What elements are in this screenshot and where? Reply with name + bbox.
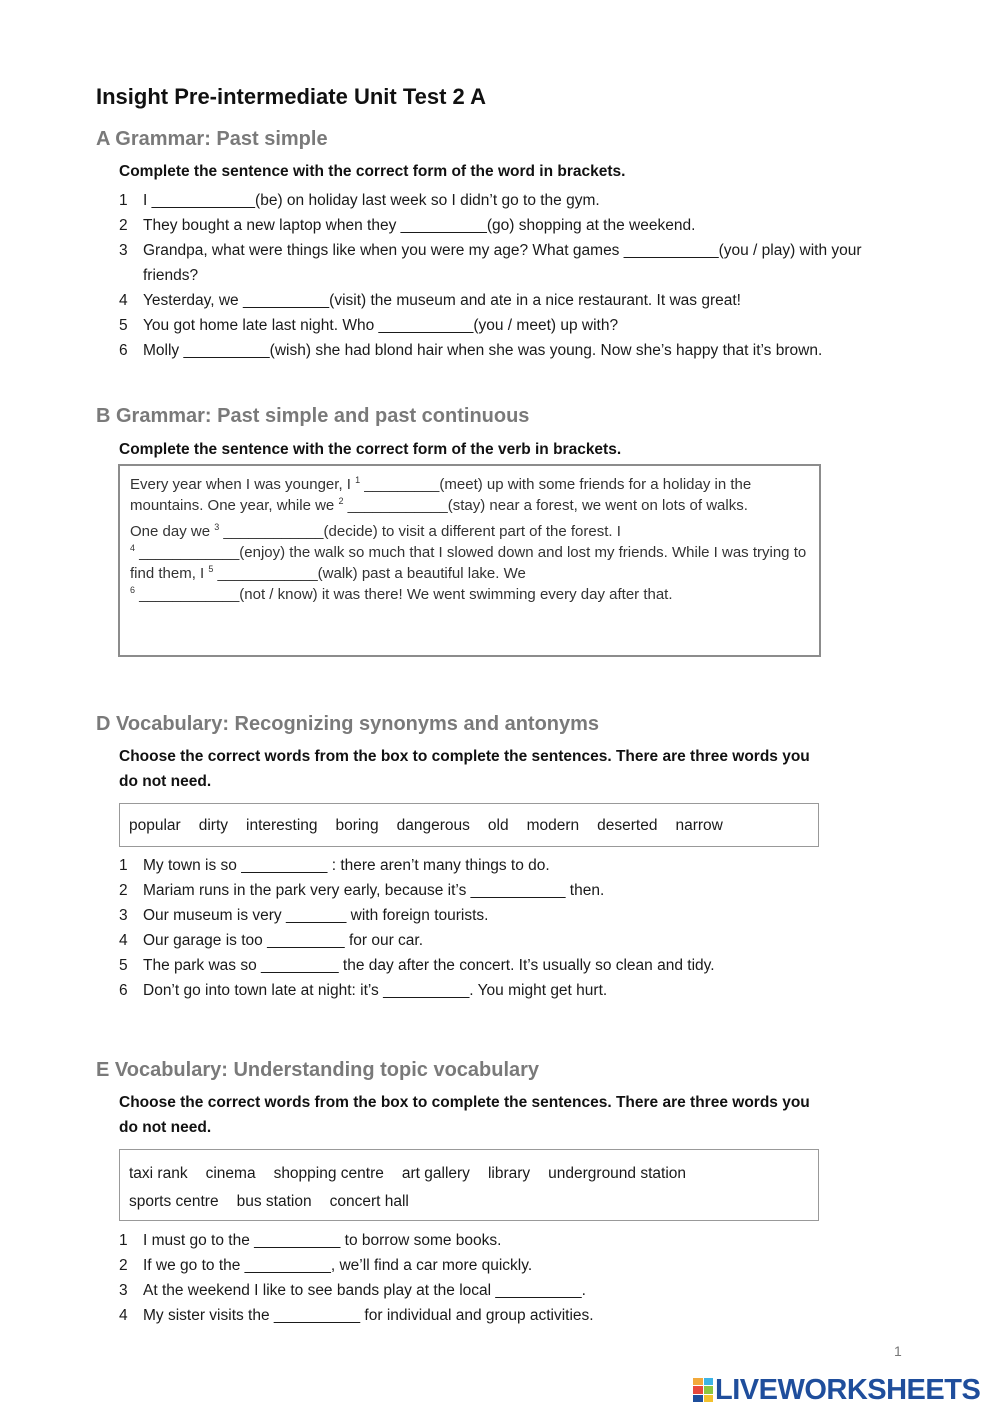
question-text: I ____________(be) on holiday last week so I didn’t go to the gym.: [143, 192, 600, 209]
section-d-list: [119, 853, 909, 1003]
question-number: 4: [119, 932, 128, 949]
section-a-list: [119, 188, 909, 363]
question-item: [119, 928, 909, 953]
section-b-heading: B Grammar: Past simple and past continuous: [96, 405, 530, 427]
section-a-instruction: Complete the sentence with the correct form of the word in brackets.: [119, 163, 626, 180]
story-text: ____________(walk) past a beautiful lake. We: [213, 565, 526, 582]
story-paragraph-2: [130, 521, 809, 605]
word-box-e-line-2: [129, 1188, 809, 1216]
question-item: [119, 238, 909, 288]
question-text: I must go to the __________ to borrow some books.: [143, 1232, 502, 1249]
word-option: concert hall: [329, 1193, 409, 1210]
story-text: ____________(enjoy) the walk so much that I slowed down and lost my friends. While I was trying to find them, I: [130, 544, 807, 582]
word-option: dangerous: [396, 817, 470, 834]
gap-number-5: 5: [208, 564, 214, 574]
story-text: ____________(decide) to visit a different part of the forest. I: [219, 523, 621, 540]
word-box-e: [119, 1149, 819, 1221]
question-number: 2: [119, 1257, 128, 1274]
word-option: dirty: [198, 817, 229, 834]
gap-number-4: 4: [130, 543, 136, 553]
question-text: You got home late last night. Who ___________(you / meet) up with?: [143, 317, 619, 334]
word-option: sports centre: [129, 1193, 219, 1210]
section-e-instruction: Choose the correct words from the box to complete the sentences. There are three words you do not need.: [119, 1094, 810, 1136]
word-option: shopping centre: [273, 1165, 384, 1182]
question-text: At the weekend I like to see bands play at the local __________.: [143, 1282, 586, 1299]
question-number: 2: [119, 882, 128, 899]
word-option: popular: [129, 817, 181, 834]
word-option: narrow: [675, 817, 723, 834]
question-text: Mariam runs in the park very early, because it’s ___________ then.: [143, 882, 605, 899]
question-text: The park was so _________ the day after the concert. It’s usually so clean and tidy.: [143, 957, 715, 974]
page-number: 1: [894, 1343, 902, 1359]
question-number: 4: [119, 292, 128, 309]
question-item: [119, 1303, 909, 1328]
question-number: 4: [119, 1307, 128, 1324]
question-item: [119, 853, 909, 878]
word-option: underground station: [548, 1165, 687, 1182]
story-text: ____________(not / know) it was there! We went swimming every day after that.: [135, 586, 673, 603]
word-option: modern: [526, 817, 580, 834]
question-number: 5: [119, 317, 128, 334]
story-box: [118, 464, 821, 657]
word-box-e-line-1: [129, 1160, 809, 1188]
story-text: Every year when I was younger, I: [130, 476, 356, 493]
word-option: cinema: [205, 1165, 256, 1182]
question-item: [119, 903, 909, 928]
question-text: My town is so __________ : there aren’t many things to do.: [143, 857, 550, 874]
question-item: [119, 313, 909, 338]
question-number: 5: [119, 957, 128, 974]
gap-number-1: 1: [355, 475, 361, 485]
question-number: 2: [119, 217, 128, 234]
word-option: library: [487, 1165, 531, 1182]
question-text: Grandpa, what were things like when you were my age? What games ___________(you / play) with your friends?: [143, 242, 862, 284]
question-item: [119, 1278, 909, 1303]
worksheet-title: Insight Pre-intermediate Unit Test 2 A: [96, 84, 486, 109]
question-text: Molly __________(wish) she had blond hair when she was young. Now she’s happy that it’s brown.: [143, 342, 823, 359]
section-d-instruction: Choose the correct words from the box to complete the sentences. There are three words you do not need.: [119, 748, 810, 790]
question-number: 1: [119, 192, 128, 209]
section-b-instruction: Complete the sentence with the correct form of the verb in brackets.: [119, 441, 622, 458]
section-d-heading: D Vocabulary: Recognizing synonyms and antonyms: [96, 713, 600, 735]
gap-number-3: 3: [214, 522, 220, 532]
question-text: Yesterday, we __________(visit) the museum and ate in a nice restaurant. It was great!: [143, 292, 741, 309]
question-number: 1: [119, 857, 128, 874]
word-option: old: [487, 817, 509, 834]
question-text: Don’t go into town late at night: it’s __________. You might get hurt.: [143, 982, 608, 999]
question-item: [119, 338, 909, 363]
section-e-heading: E Vocabulary: Understanding topic vocabulary: [96, 1059, 540, 1081]
question-number: 1: [119, 1232, 128, 1249]
question-item: [119, 188, 909, 213]
word-option: bus station: [236, 1193, 312, 1210]
question-item: [119, 978, 909, 1003]
word-option: interesting: [246, 817, 318, 834]
word-option: boring: [335, 817, 379, 834]
question-number: 3: [119, 907, 128, 924]
question-number: 3: [119, 1282, 128, 1299]
section-a-heading: A Grammar: Past simple: [96, 128, 328, 150]
gap-number-2: 2: [338, 496, 344, 506]
question-item: [119, 288, 909, 313]
logo-text: LIVEWORKSHEETS: [715, 1374, 981, 1406]
story-paragraph-1: [130, 474, 809, 516]
question-number: 6: [119, 342, 128, 359]
question-text: They bought a new laptop when they __________(go) shopping at the weekend.: [143, 217, 696, 234]
question-item: [119, 953, 909, 978]
word-option: deserted: [597, 817, 658, 834]
question-text: Our museum is very _______ with foreign tourists.: [143, 907, 489, 924]
question-item: [119, 1228, 909, 1253]
story-text: ____________(stay) near a forest, we went on lots of walks.: [343, 497, 748, 514]
question-text: My sister visits the __________ for individual and group activities.: [143, 1307, 594, 1324]
liveworksheets-logo-icon: [693, 1378, 713, 1402]
question-number: 3: [119, 242, 128, 259]
word-option: taxi rank: [129, 1165, 188, 1182]
question-item: [119, 213, 909, 238]
question-item: [119, 1253, 909, 1278]
liveworksheets-logo: [693, 1375, 980, 1405]
question-number: 6: [119, 982, 128, 999]
section-e-list: [119, 1228, 909, 1328]
word-option: art gallery: [401, 1165, 470, 1182]
story-text: One day we: [130, 523, 215, 540]
gap-number-6: 6: [130, 585, 136, 595]
question-text: Our garage is too _________ for our car.: [143, 932, 424, 949]
story-text: _________(meet) up with some friends for a holiday in the mountains. One year, while we: [130, 476, 752, 514]
question-text: If we go to the __________, we’ll find a car more quickly.: [143, 1257, 533, 1274]
word-box-d: [119, 803, 819, 847]
question-item: [119, 878, 909, 903]
